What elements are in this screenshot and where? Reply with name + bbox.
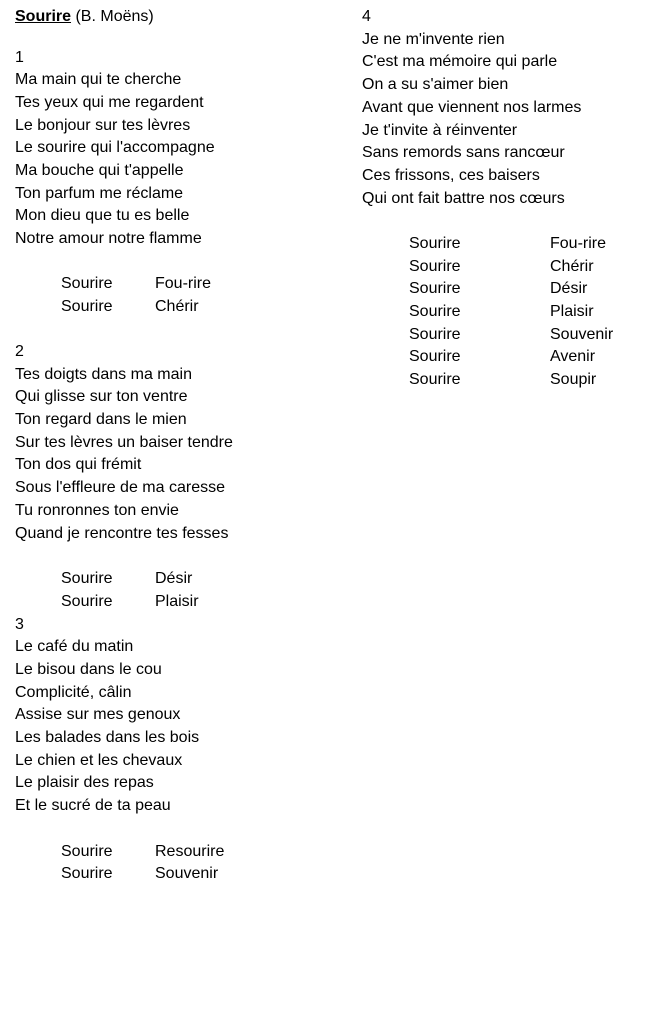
stanza-number: 1 [15, 49, 24, 66]
verse-line: Qui ont fait battre nos cœurs [362, 190, 565, 207]
verse-line: Sur tes lèvres un baiser tendre [15, 434, 233, 451]
verse-line: Je ne m'invente rien [362, 31, 505, 48]
refrain-word-right: Désir [155, 570, 193, 587]
verse-line: Tu ronronnes ton envie [15, 502, 179, 519]
verse-line: Les balades dans les bois [15, 729, 200, 746]
verse-line: Tes yeux qui me regardent [15, 94, 204, 111]
verse-line: Ces frissons, ces baisers [362, 167, 540, 184]
refrain-word-left: Sourire [409, 235, 461, 252]
verse-line: On a su s'aimer bien [362, 76, 509, 93]
verse-line: Avant que viennent nos larmes [362, 99, 582, 116]
refrain-word-right: Chérir [155, 298, 199, 315]
refrain-word-left: Sourire [409, 280, 461, 297]
refrain-word-right: Plaisir [550, 303, 594, 320]
verse-line: Ma bouche qui t'appelle [15, 162, 184, 179]
refrain-word-left: Sourire [61, 298, 113, 315]
verse-line: Ton parfum me réclame [15, 185, 184, 202]
verse-line: Sous l'effleure de ma caresse [15, 479, 225, 496]
verse-line: Tes doigts dans ma main [15, 366, 192, 383]
verse-line: Quand je rencontre tes fesses [15, 525, 229, 542]
verse-line: Complicité, câlin [15, 684, 132, 701]
verse-line: Je t'invite à réinventer [362, 122, 518, 139]
refrain-word-left: Sourire [409, 326, 461, 343]
verse-line: Ma main qui te cherche [15, 71, 182, 88]
refrain-word-left: Sourire [409, 371, 461, 388]
refrain-word-left: Sourire [409, 348, 461, 365]
verse-line: Ton dos qui frémit [15, 456, 142, 473]
verse-line: Qui glisse sur ton ventre [15, 388, 188, 405]
verse-line: Le bisou dans le cou [15, 661, 162, 678]
refrain-word-left: Sourire [61, 843, 113, 860]
verse-line: Le plaisir des repas [15, 774, 154, 791]
stanza-number: 2 [15, 343, 24, 360]
refrain-word-left: Sourire [409, 303, 461, 320]
refrain-word-right: Avenir [550, 348, 596, 365]
refrain-word-right: Fou-rire [155, 275, 212, 292]
verse-line: C'est ma mémoire qui parle [362, 53, 558, 70]
refrain-word-left: Sourire [61, 275, 113, 292]
author-text: (B. Moëns) [75, 8, 154, 25]
refrain-word-right: Plaisir [155, 593, 199, 610]
refrain-word-left: Sourire [61, 865, 113, 882]
document-title [15, 6, 154, 28]
verse-line: Le café du matin [15, 638, 134, 655]
verse-line: Assise sur mes genoux [15, 706, 181, 723]
verse-line: Le sourire qui l'accompagne [15, 139, 215, 156]
refrain-word-right: Resourire [155, 843, 225, 860]
verse-line: Ton regard dans le mien [15, 411, 187, 428]
title-text: Sourire [15, 8, 72, 25]
verse-line: Et le sucré de ta peau [15, 797, 171, 814]
refrain-word-right: Fou-rire [550, 235, 607, 252]
refrain-word-left: Sourire [61, 593, 113, 610]
refrain-word-right: Chérir [550, 258, 594, 275]
refrain-word-right: Souvenir [155, 865, 219, 882]
refrain-word-right: Désir [550, 280, 588, 297]
verse-line: Le bonjour sur tes lèvres [15, 117, 191, 134]
refrain-word-left: Sourire [61, 570, 113, 587]
verse-line: Notre amour notre flamme [15, 230, 202, 247]
stanza-number: 4 [362, 8, 371, 25]
verse-line: Sans remords sans rancœur [362, 144, 565, 161]
verse-line: Le chien et les chevaux [15, 752, 183, 769]
refrain-word-left: Sourire [409, 258, 461, 275]
verse-line: Mon dieu que tu es belle [15, 207, 190, 224]
refrain-word-right: Soupir [550, 371, 597, 388]
stanza-number: 3 [15, 616, 24, 633]
refrain-word-right: Souvenir [550, 326, 614, 343]
